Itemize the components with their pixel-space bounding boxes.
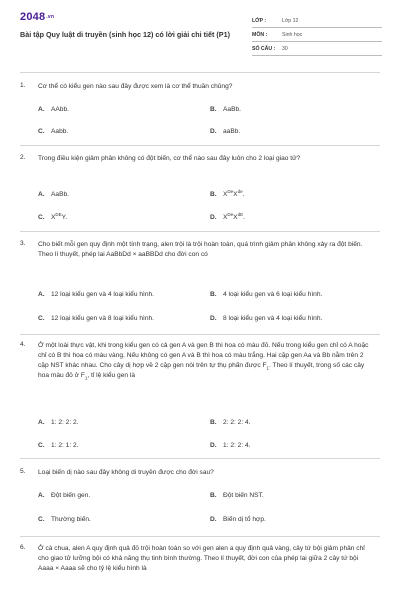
question-text: Cho biết mỗi gen quy định một tính trạng, alen trội là trội hoàn toàn, quá trình giảm phân không xảy ra đột biến. Theo lí thuyết, phép lai AaBbDd × aaBBDd cho đời con có (38, 241, 363, 258)
option-a[interactable]: A. 12 loại kiểu gen và 4 loại kiểu hình. (38, 291, 155, 298)
option-c[interactable]: C. Aabb. (38, 128, 69, 135)
option-c[interactable]: C. 12 loại kiểu gen và 8 loại kiểu hình. (38, 315, 155, 322)
question-text: Ở một loài thực vật, khi trong kiểu gen có cả gen A và gen B thì hoa có màu đỏ. Nếu trong kiểu gen chỉ có A hoặc chỉ có B thì hoa có màu vàng. Nếu không có gen A và B thì hoa có màu trắng. Hai cặp gen Aa và Bb nằm trên 2 cặp NST khác nhau. Cho cây dị hợp về 2 cặp gen nói trên tự thụ phấn được $F_1$. Theo lí thuyết, trong số các cây hoa màu đỏ ở $F_1$, tỉ lệ kiểu gen là (38, 342, 369, 381)
option-d[interactable]: D. 1: 2: 2: 4. (210, 442, 251, 449)
option-c[interactable]: C. Thường biến. (38, 516, 91, 523)
option-b[interactable]: B. XDeXde. (210, 188, 245, 198)
option-a[interactable]: A. 1: 2: 2: 2. (38, 419, 79, 426)
option-a[interactable]: A. AAbb. (38, 106, 69, 113)
page-header (0, 0, 400, 70)
question-text: Ở cà chua, alen A quy định quả đỏ trội hoàn toàn so với gen alen a quy định quả vàng, cây tứ bội giảm phân chỉ cho giao tử lưỡng bội có khả năng thụ tinh bình thường. Theo lí thuyết, đời con của phép lai giữa 2 cây tứ bội Aaaa × Aaaa sẽ cho tỷ lệ kiểu hình là (38, 545, 365, 572)
divider (20, 72, 380, 73)
site-logo[interactable]: 2048.vn (20, 11, 55, 23)
option-b[interactable]: B. 4 loại kiểu gen và 6 loại kiểu hình. (210, 291, 323, 298)
option-c[interactable]: C. XDEY. (38, 211, 68, 221)
question-text: Cơ thể có kiểu gen nào sau đây được xem là cơ thể thuần chủng? (38, 83, 233, 90)
meta-class: LỚP : Lớp 12 (252, 15, 382, 28)
option-a[interactable]: A. Đột biến gen. (38, 492, 91, 499)
option-b[interactable]: B. AaBb. (210, 106, 241, 113)
option-b[interactable]: B. Đột biến NST. (210, 492, 264, 499)
option-c[interactable]: C. 1: 2: 1: 2. (38, 442, 79, 449)
document-title: Bài tập Quy luật di truyền (sinh học 12) có lời giải chi tiết (P1) (20, 30, 230, 39)
divider (20, 334, 380, 335)
option-d[interactable]: D. aaBb. (210, 128, 241, 135)
question-text: Loại biến dị nào sau đây không di truyền được cho đời sau? (38, 469, 214, 476)
divider (20, 536, 380, 537)
meta-subject: MÔN : Sinh học (252, 29, 382, 42)
question-text: Trong điều kiện giảm phân không có đột biến, cơ thể nào sau đây luôn cho 2 loại giao tử? (38, 155, 301, 162)
option-d[interactable]: D. XDeXdE. (210, 211, 245, 221)
quiz-page: 2048.vn Bài tập Quy luật di truyền (sinh học 12) có lời giải chi tiết (P1) LỚP : Lớp 12 MÔN : Sinh học SỐ CÂU : 30 1. Cơ thể có kiểu gen nào sau đây được xem là cơ thể thuần chủng? A. AAbb. B. AaBb. C. Aabb. D. aaBb. 2. Trong điều kiện giảm phân không có đột biến, cơ thể nào sau đây luôn cho 2 loại giao tử? A. AaBb. B. XDeXde. C. XDEY. D. XDeXdE. 3. Cho biết mỗi gen quy định một tính trạng, alen trội là trội hoàn toàn, quá trình giảm phân không xảy ra đột biến. Theo lí thuyết, phép lai AaBbDd × aaBBDd cho đời con có A. 12 loại kiểu gen và 4 loại kiểu hình. B. 4 loại kiểu gen và 6 loại kiểu hình. C. 12 loại kiểu gen và 8 loại kiểu hình. D. 8 loại kiểu gen và 4 loại kiểu hình. 4. Ở một loài thực vật, khi trong kiểu gen có cả gen A và gen B thì hoa có màu đỏ. Nếu trong kiểu gen chỉ có A hoặc chỉ có B thì hoa có màu vàng. Nếu không có gen A và B thì hoa có màu trắng. Hai cặp gen Aa và Bb nằm trên 2 cặp NST khác nhau. Cho cây dị hợp về 2 cặp gen nói trên tự thụ phấn được $F_1$. Theo lí thuyết, trong số các cây hoa màu đỏ ở $F_1$, tỉ lệ kiểu gen là A. 1: 2: 2: 2. B. 2: 2: 2: 4. C. 1: 2: 1: 2. D. 1: 2: 2: 4. 5. Loại biến dị nào sau đây không di truyền được cho đời sau? A. Đột biến gen. B. Đột biến NST. C. Thường biến. D. Biến dị tổ hợp. 6. Ở cà chua, alen A quy định quả đỏ trội hoàn toàn so với gen alen a quy định quả vàng, cây tứ bội giảm phân chỉ cho giao tử lưỡng bội có khả năng thụ tinh bình thường. Theo lí thuyết, đời con của phép lai giữa 2 cây tứ bội Aaaa × Aaaa sẽ cho tỷ lệ kiểu hình là (0, 0, 400, 600)
divider (20, 458, 380, 459)
option-a[interactable]: A. AaBb. (38, 191, 69, 198)
divider (20, 145, 380, 146)
divider (20, 231, 380, 232)
option-d[interactable]: D. 8 loại kiểu gen và 4 loại kiểu hình. (210, 315, 323, 322)
option-b[interactable]: B. 2: 2: 2: 4. (210, 419, 251, 426)
meta-question-count: SỐ CÂU : 30 (252, 43, 382, 56)
option-d[interactable]: D. Biến dị tổ hợp. (210, 516, 266, 523)
